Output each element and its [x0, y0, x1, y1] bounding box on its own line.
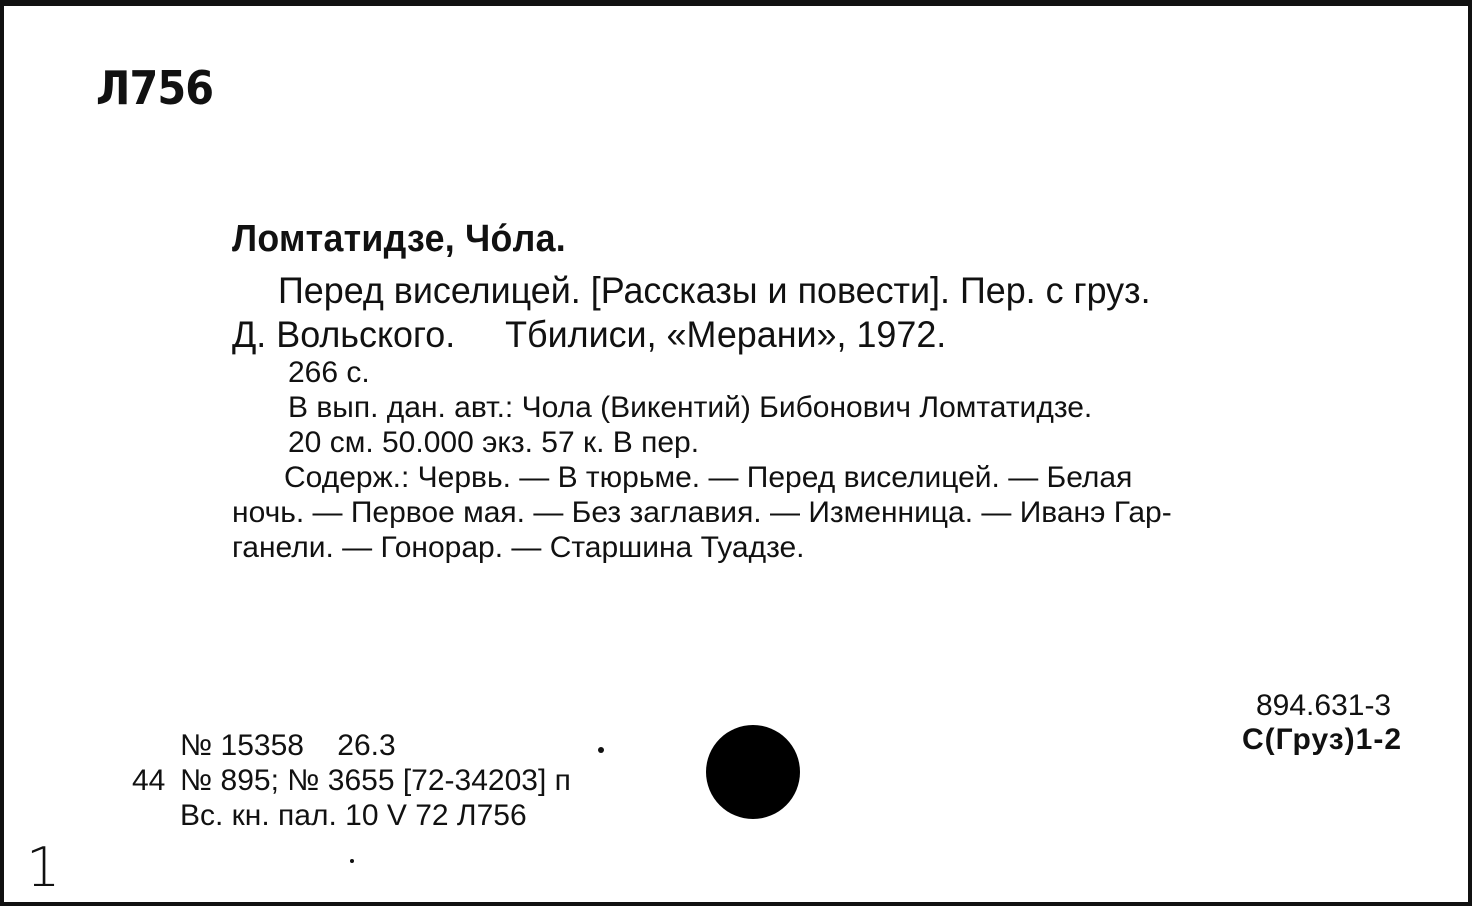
contents-line-2: ночь. — Первое мая. — Без заглавия. — Изменница. — Иванэ Гар- — [232, 496, 1172, 529]
author-note: В вып. дан. авт.: Чола (Викентий) Бибонович Ломтатидзе. — [288, 391, 1093, 424]
classification-number: 894.631-3 — [1256, 689, 1392, 722]
author-heading: Ломтатидзе, Чо́ла. — [232, 218, 566, 260]
pages: 266 с. — [288, 356, 370, 389]
card-top-edge — [4, 3, 1472, 6]
footer-line-2: № 895; № 3655 [72-34203] п — [180, 764, 571, 797]
dot-mark — [598, 747, 604, 753]
physical-description: 20 см. 50.000 экз. 57 к. В пер. — [288, 426, 700, 459]
footer-line-1: № 15358 26.3 — [180, 729, 396, 762]
classification-code: С(Груз)1-2 — [1242, 723, 1402, 756]
title-line-1: Перед виселицей. [Рассказы и повести]. Пер. с груз. — [278, 270, 1151, 311]
contents-line-1: Содерж.: Червь. — В тюрьме. — Перед виселицей. — Белая — [284, 461, 1133, 494]
corner-mark: 1 — [26, 836, 61, 899]
footer-line-3: Вс. кн. пал. 10 V 72 Л756 — [180, 799, 527, 832]
punch-hole — [706, 725, 800, 819]
footer-line-2-prefix: 44 — [132, 764, 166, 797]
shelf-mark: Л756 — [96, 61, 214, 115]
contents-line-3: ганели. — Гонорар. — Старшина Туадзе. — [232, 531, 805, 564]
title-line-2: Д. Вольского. Тбилиси, «Мерани», 1972. — [232, 314, 947, 355]
speck-mark — [350, 859, 354, 863]
